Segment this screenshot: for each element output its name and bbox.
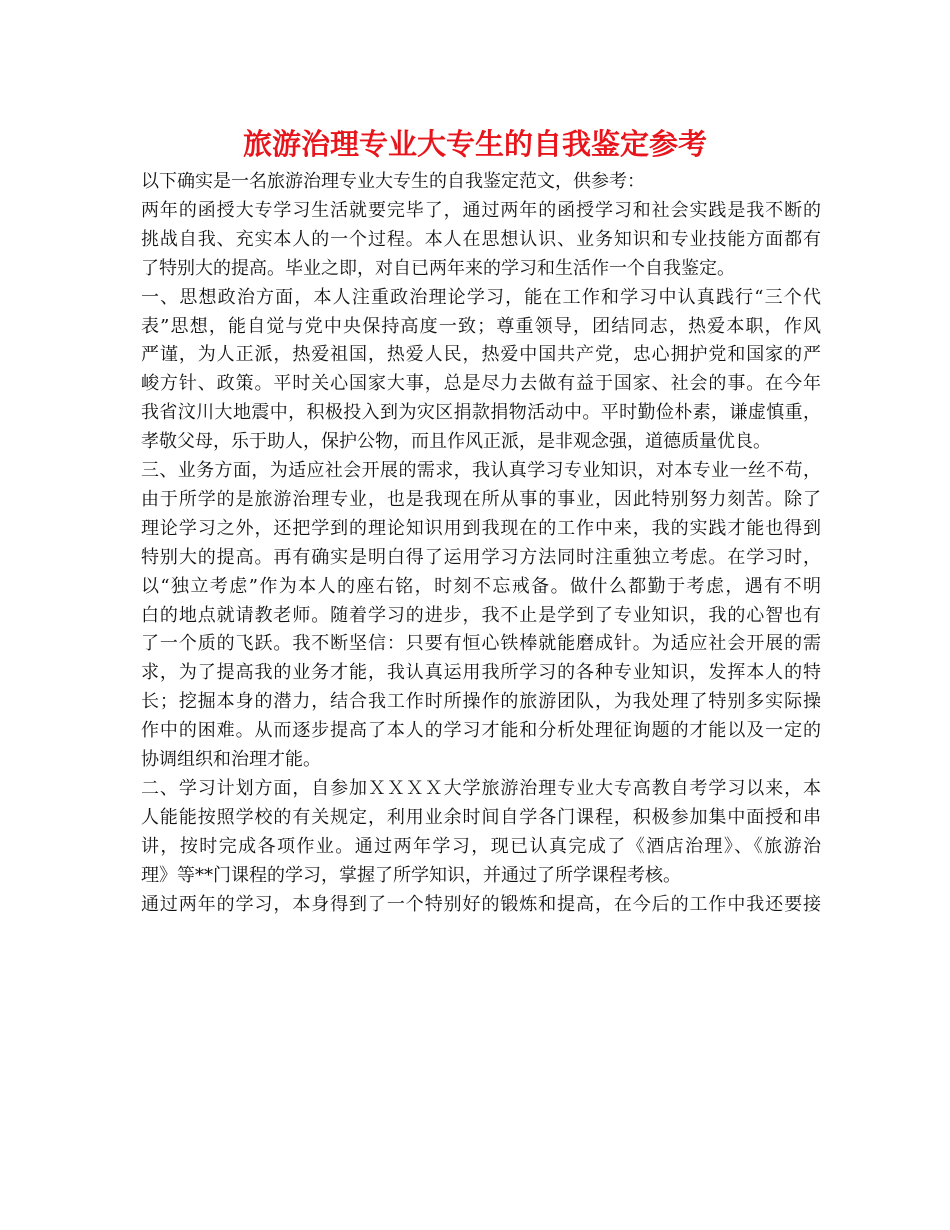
body-line: 作中的困难。从而逐步提高了本人的学习才能和分析处理征询题的才能以及一定的 <box>141 720 821 742</box>
body-line: 理》等**门课程的学习，掌握了所学知识，并通过了所学课程考核。 <box>141 864 681 886</box>
body-line: 求，为了提高我的业务才能，我认真运用我所学习的各种专业知识，发挥本人的特 <box>141 662 821 684</box>
body-line: 特别大的提高。再有确实是明白得了运用学习方法同时注重独立考虑。在学习时， <box>141 546 821 568</box>
body-line: 讲，按时完成各项作业。通过两年学习，现已认真完成了《酒店治理》、《旅游治 <box>141 835 821 857</box>
body-line: 长；挖掘本身的潜力，结合我工作时所操作的旅游团队，为我处理了特别多实际操 <box>141 691 821 713</box>
body-line: 了一个质的飞跃。我不断坚信：只要有恒心铁棒就能磨成针。为适应社会开展的需 <box>141 633 821 655</box>
document-title: 旅游治理专业大专生的自我鉴定参考 <box>242 127 707 161</box>
body-line: 由于所学的是旅游治理专业，也是我现在所从事的事业，因此特别努力刻苦。除了 <box>141 488 821 510</box>
body-line: 峻方针、政策。平时关心国家大事，总是尽力去做有益于国家、社会的事。在今年 <box>141 373 821 395</box>
body-line: 理论学习之外，还把学到的理论知识用到我现在的工作中来，我的实践才能也得到 <box>141 517 821 539</box>
body-line: 以“独立考虑”作为本人的座右铭，时刻不忘戒备。做什么都勤于考虑，遇有不明 <box>141 575 821 597</box>
body-line: 挑战自我、充实本人的一个过程。本人在思想认识、业务知识和专业技能方面都有 <box>141 228 821 250</box>
body-line: 两年的函授大专学习生活就要完毕了，通过两年的函授学习和社会实践是我不断的 <box>141 199 821 221</box>
body-line: 我省汶川大地震中，积极投入到为灾区捐款捐物活动中。平时勤俭朴素，谦虚慎重， <box>141 402 821 424</box>
body-line: 协调组织和治理才能。 <box>141 749 321 770</box>
body-line: 通过两年的学习，本身得到了一个特别好的锻炼和提高，在今后的工作中我还要接 <box>141 893 821 915</box>
body-line: 二、学习计划方面，自参加ＸＸＸＸ大学旅游治理专业大专高教自考学习以来，本 <box>141 777 821 799</box>
body-line: 了特别大的提高。毕业之即，对自已两年来的学习和生活作一个自我鉴定。 <box>141 257 735 279</box>
body-line: 三、业务方面，为适应社会开展的需求，我认真学习专业知识，对本专业一丝不苟， <box>141 460 821 481</box>
body-line: 严谨，为人正派，热爱祖国，热爱人民，热爱中国共产党，忠心拥护党和国家的严 <box>141 344 821 366</box>
body-line: 孝敬父母，乐于助人，保护公物，而且作风正派，是非观念强，道德质量优良。 <box>141 431 771 453</box>
body-line: 白的地点就请教老师。随着学习的进步，我不止是学到了专业知识，我的心智也有 <box>141 604 821 626</box>
body-line: 表”思想，能自觉与党中央保持高度一致；尊重领导，团结同志，热爱本职，作风 <box>141 315 821 337</box>
body-line: 一、思想政治方面，本人注重政治理论学习，能在工作和学习中认真践行“三个代 <box>141 286 821 308</box>
body-line: 以下确实是一名旅游治理专业大专生的自我鉴定范文，供参考： <box>141 171 645 192</box>
body-line: 人能能按照学校的有关规定，利用业余时间自学各门课程，积极参加集中面授和串 <box>141 806 821 828</box>
